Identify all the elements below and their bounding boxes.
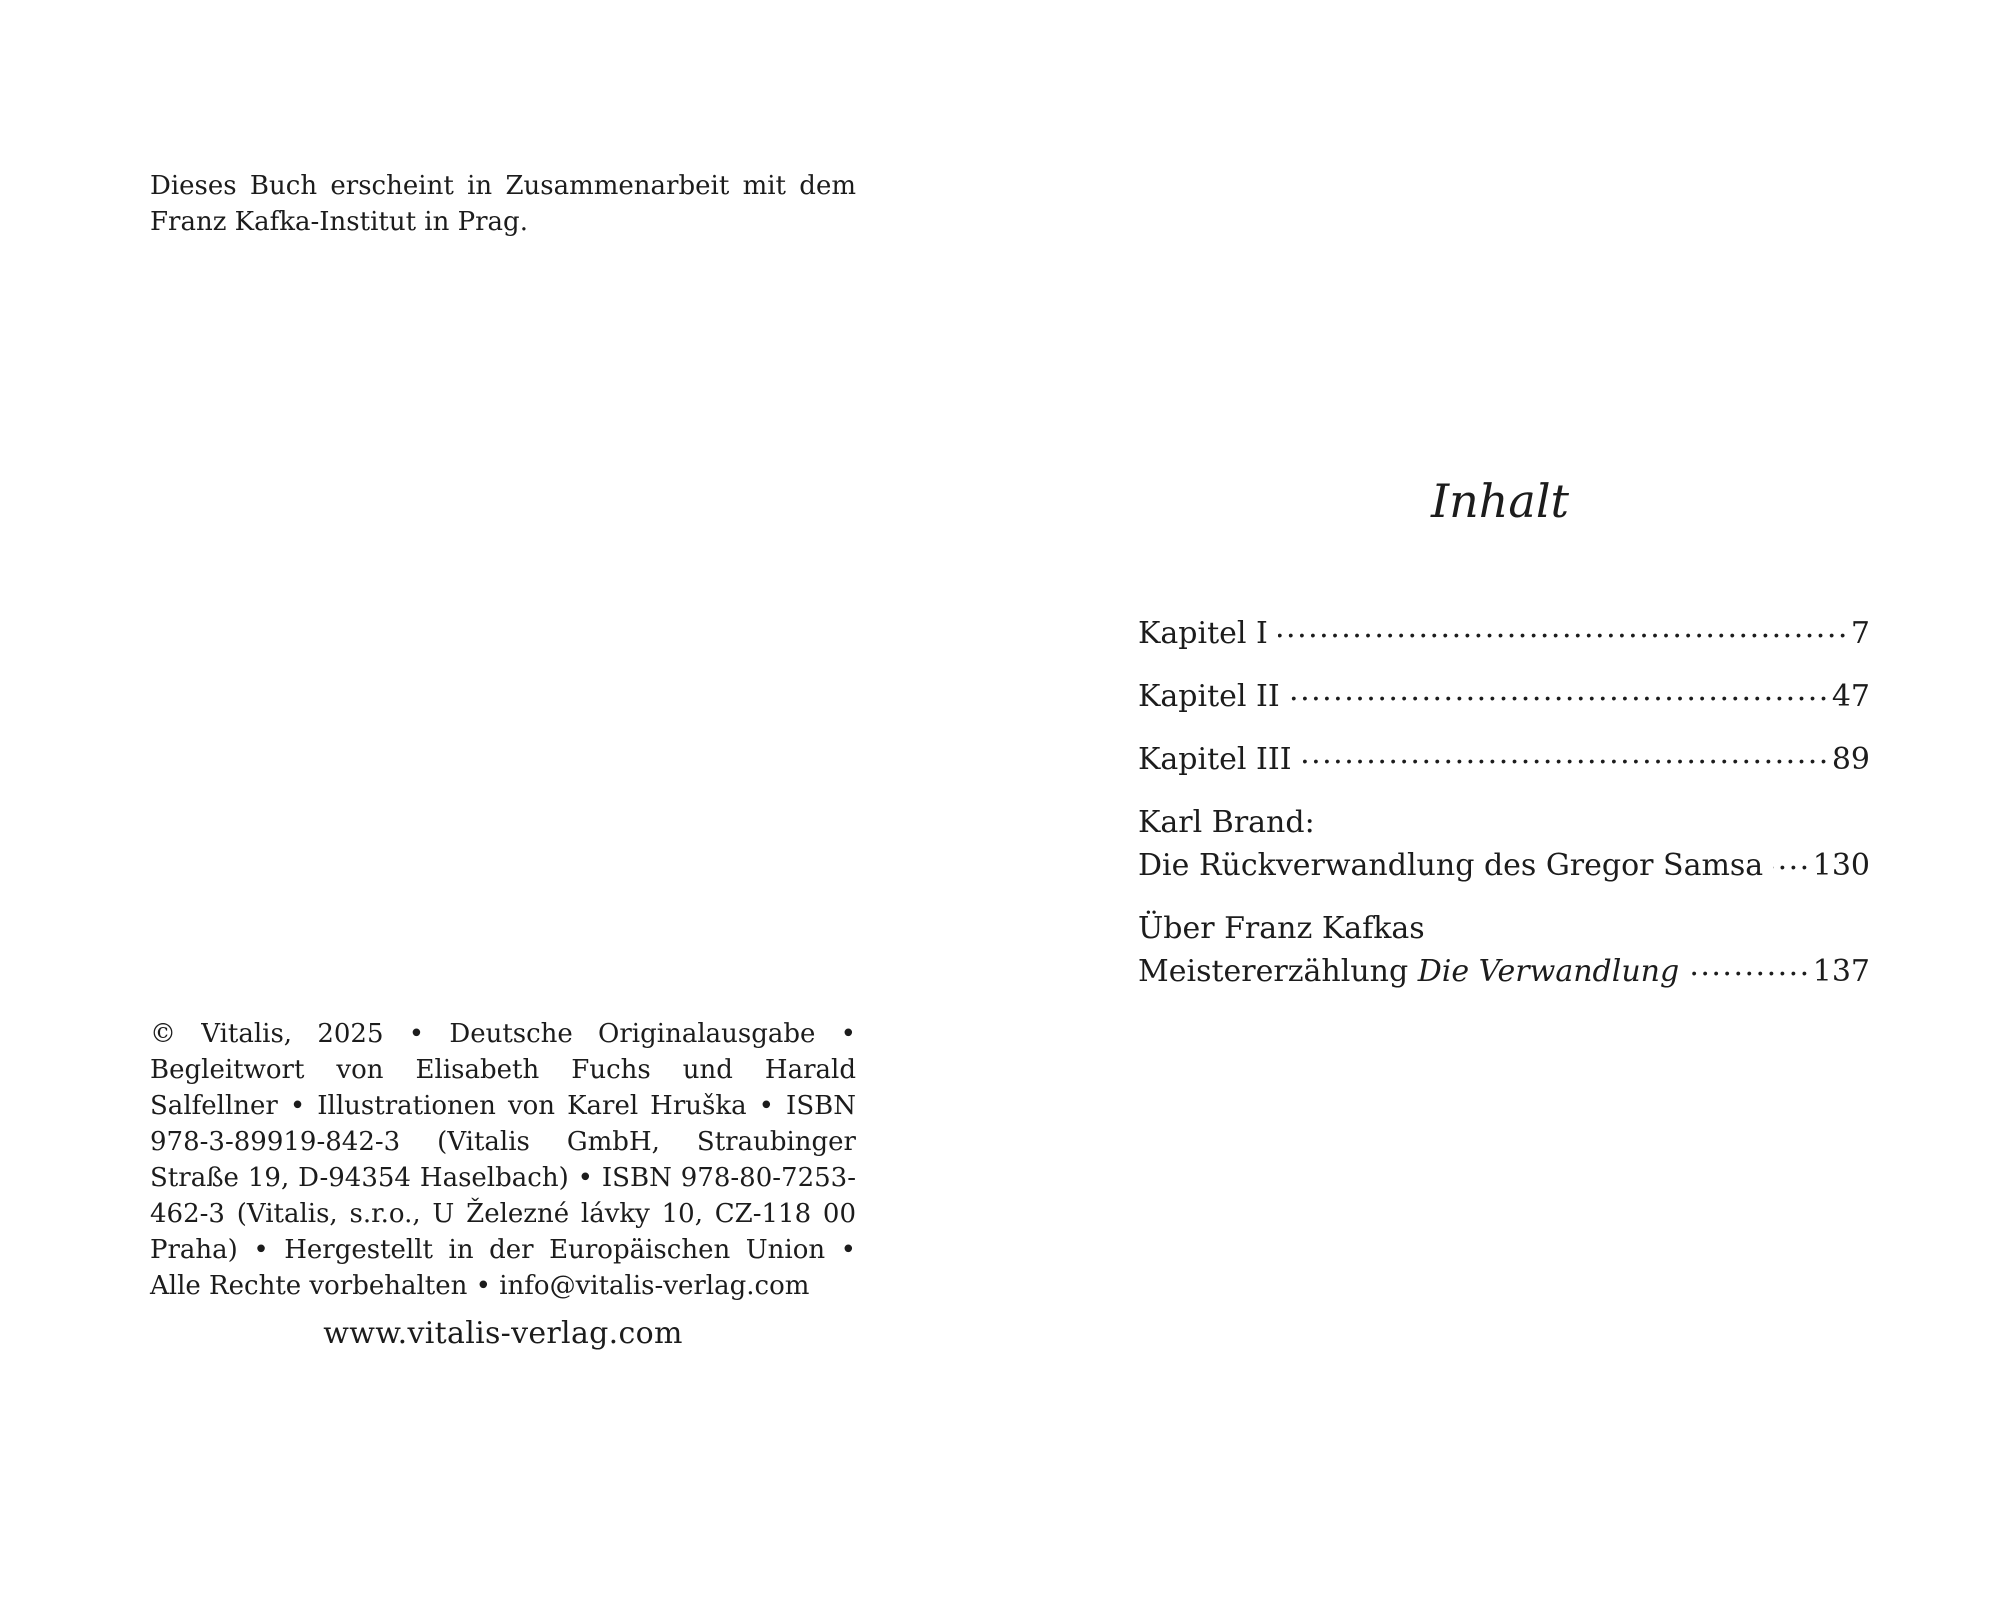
- toc-leader-dots: [1302, 739, 1830, 769]
- toc-page-number: 130: [1812, 848, 1870, 883]
- imprint-text: © Vitalis, 2025 • Deutsche Originalausgabe • Begleitwort von Elisabeth Fuchs und Harald Salfellner • Illustrationen von Karel Hruška • ISBN 978-3-89919-842-3 (Vitalis GmbH, Straubinger Straße 19, D-94354 Haselbach) • ISBN 978-80-7253-462-3 (Vitalis, s.r.o., U Železné lávky 10, CZ-118 00 Praha) • Hergestellt in der Europäischen Union • Alle Rechte vorbehalten • info@vitalis-verlag.com: [150, 1019, 856, 1301]
- toc-label: Die Rückverwandlung des Gregor Samsa: [1138, 848, 1764, 883]
- toc-leader-dots: [1689, 951, 1811, 981]
- toc-entry-rueckverwandlung: [1138, 801, 1870, 887]
- toc-label-italic-title: Die Verwandlung: [1417, 954, 1680, 989]
- toc-page-number: 137: [1812, 954, 1870, 989]
- publisher-website: www.vitalis-verlag.com: [323, 1316, 683, 1351]
- toc-label: [1138, 950, 1679, 993]
- toc-label: Kapitel I: [1138, 616, 1268, 651]
- toc-label: Kapitel III: [1138, 742, 1292, 777]
- toc-label-text: Meistererzählung: [1138, 954, 1418, 989]
- imprint-notice: [150, 1016, 856, 1304]
- toc-leader-dots: [1278, 613, 1849, 643]
- toc-label: Kapitel II: [1138, 679, 1280, 714]
- collaboration-note: Dieses Buch erscheint in Zusammenarbeit mit dem Franz Kafka-Institut in Prag.: [150, 171, 856, 237]
- toc-entry-kapitel-3: [1138, 738, 1870, 781]
- table-of-contents: [1138, 612, 1870, 1013]
- toc-entry-nachwort: [1138, 907, 1870, 993]
- toc-entry-kapitel-1: [1138, 612, 1870, 655]
- toc-entry-heading: Über Franz Kafkas: [1138, 911, 1425, 946]
- toc-entry-kapitel-2: [1138, 675, 1870, 718]
- toc-page-number: 47: [1831, 679, 1870, 714]
- toc-page-number: 89: [1831, 742, 1870, 777]
- toc-title: Inhalt: [1430, 474, 1570, 528]
- toc-leader-dots: [1773, 845, 1811, 875]
- toc-entry-author: Karl Brand:: [1138, 805, 1315, 840]
- toc-page-number: 7: [1850, 616, 1870, 651]
- toc-leader-dots: [1290, 676, 1830, 706]
